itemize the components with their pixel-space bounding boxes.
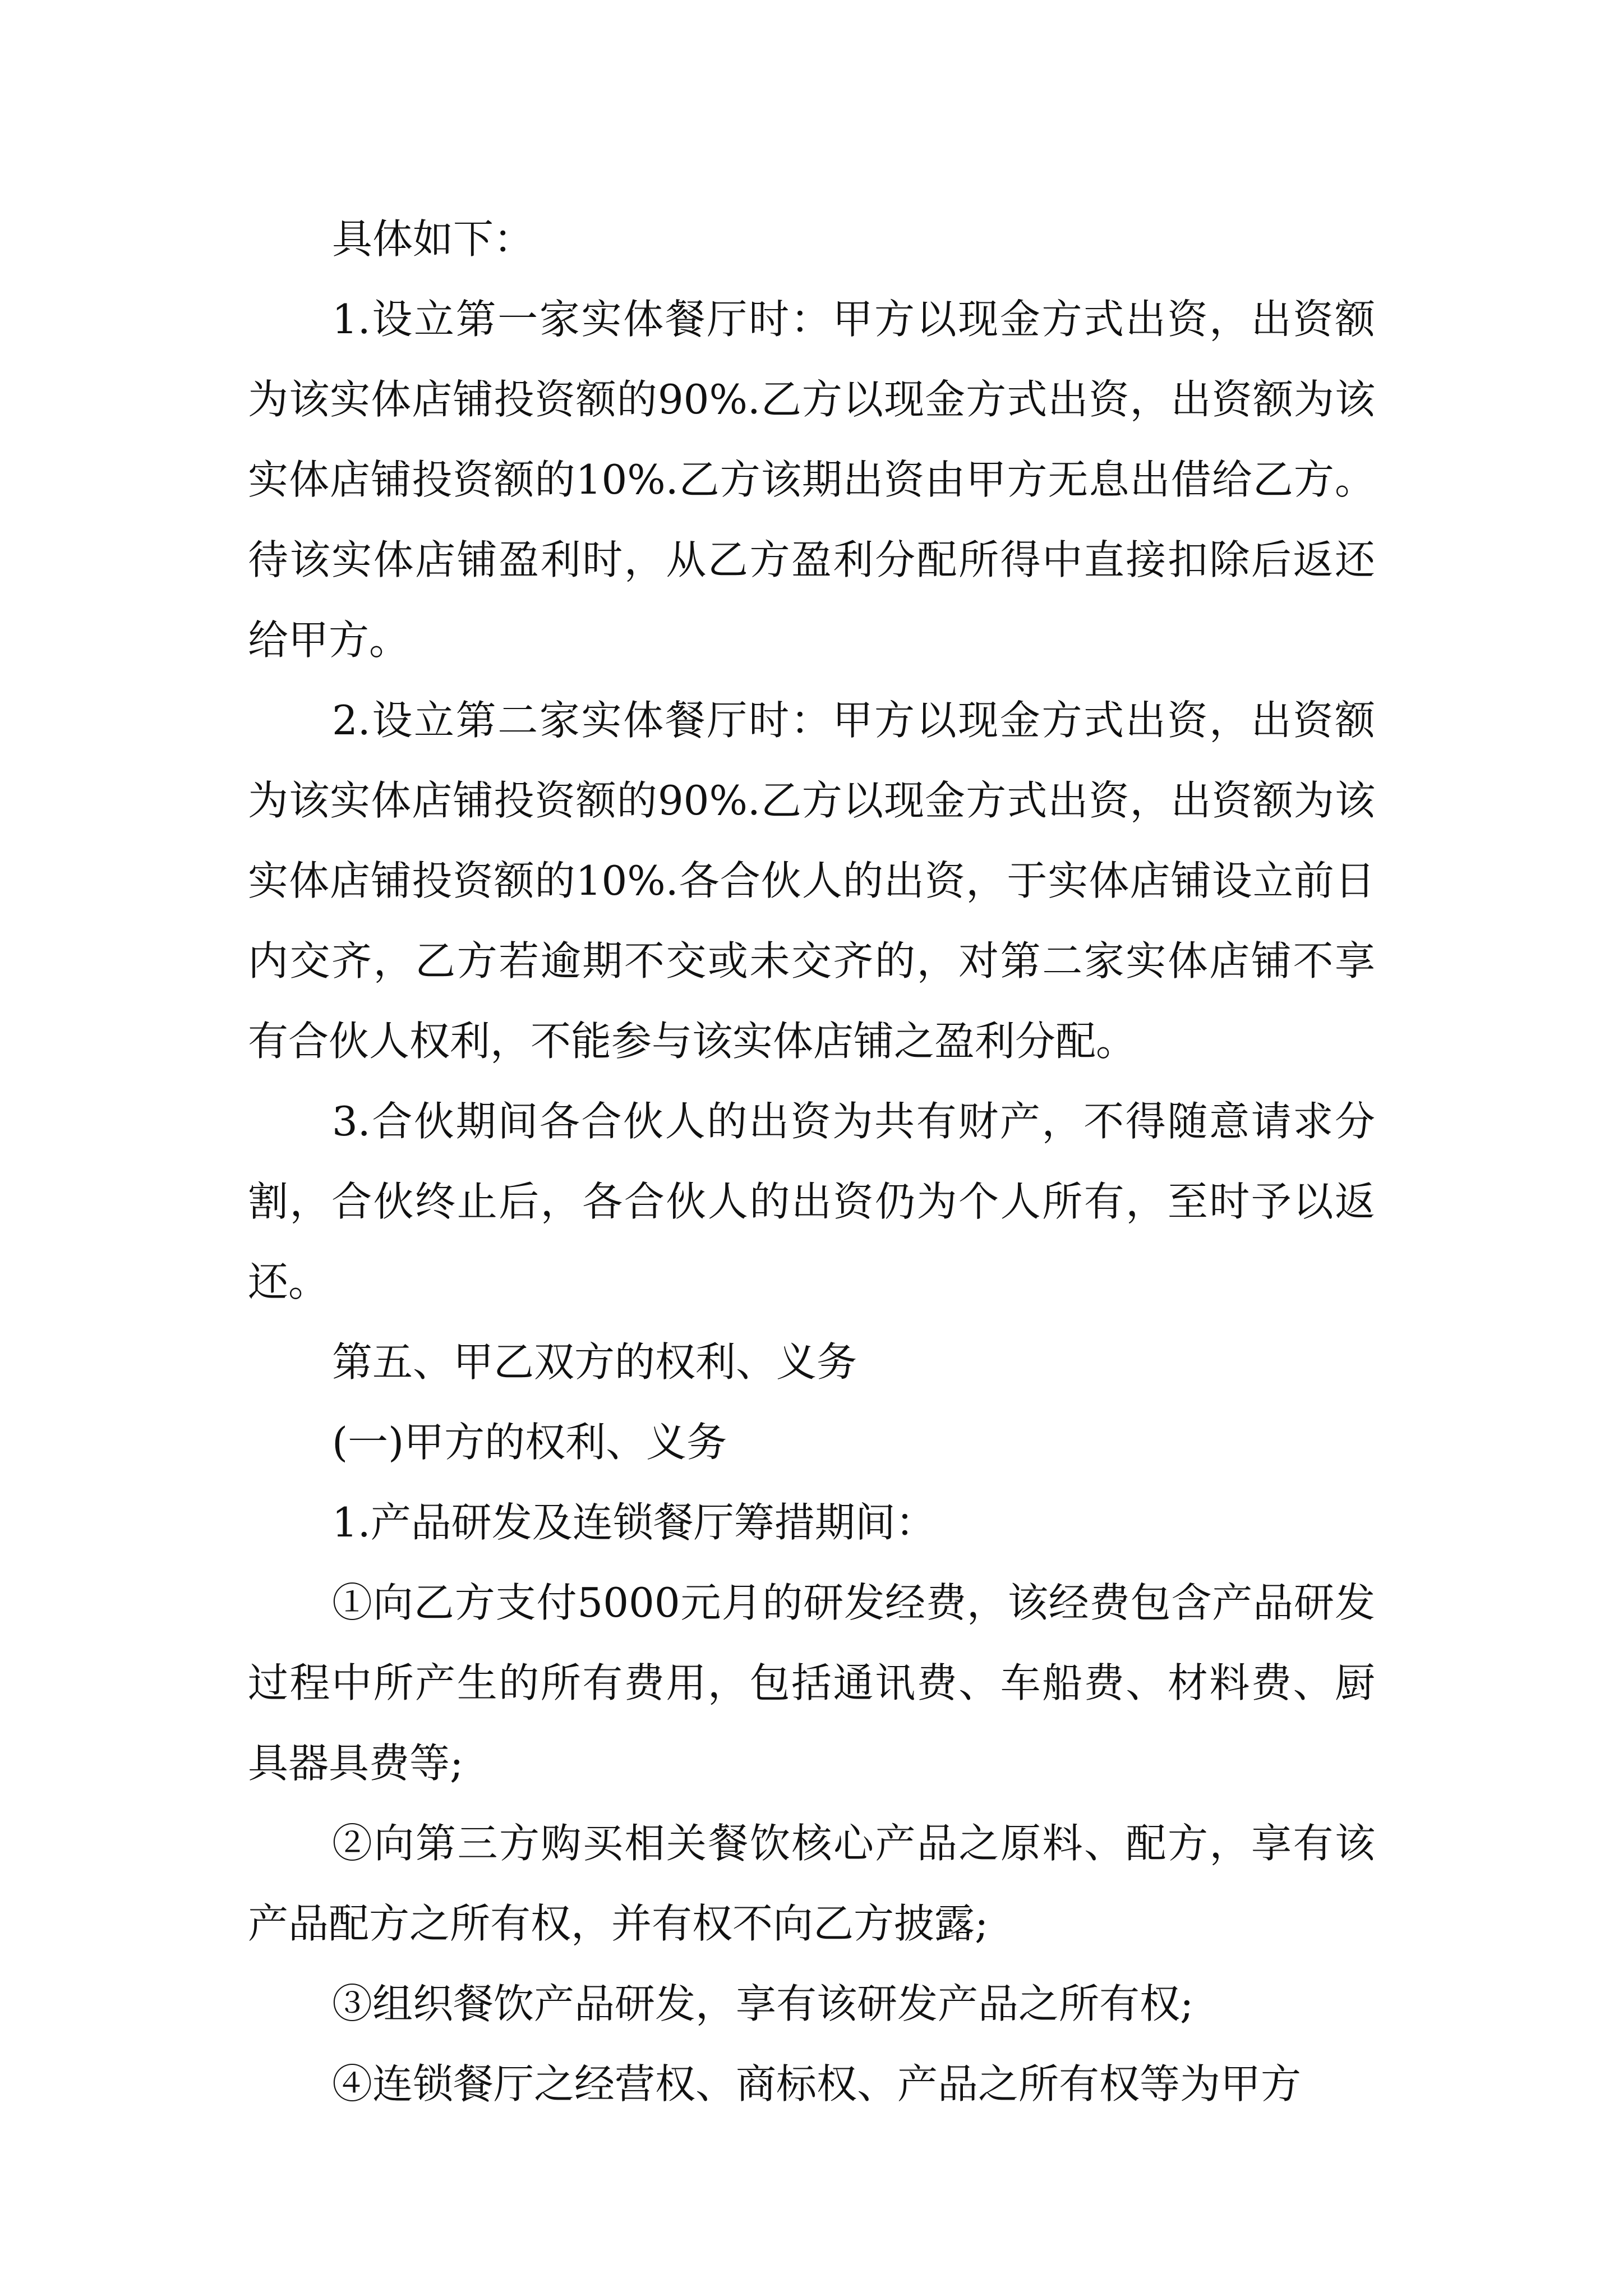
paragraph-item-3: 3.合伙期间各合伙人的出资为共有财产，不得随意请求分割，合伙终止后，各合伙人的出资仍为个人所有，至时予以返还。 bbox=[248, 1098, 1375, 1305]
paragraph-item-2: 2.设立第二家实体餐厅时：甲方以现金方式出资，出资额为该实体店铺投资额的90%.乙方以现金方式出资，出资额为该实体店铺投资额的10%.各合伙人的出资，于实体店铺设立前日内交齐，乙方若逾期不交或未交齐的，对第二家实体店铺不享有合伙人权利，不能参与该实体店铺之盈利分配。 bbox=[248, 697, 1375, 1065]
section-heading-fifth: 第五、甲乙双方的权利、义务 bbox=[332, 1338, 857, 1386]
subsection-heading-party-a: (一)甲方的权利、义务 bbox=[332, 1419, 727, 1466]
paragraph-rd-period: 1.产品研发及连锁餐厅筹措期间： bbox=[332, 1499, 936, 1546]
document-body bbox=[248, 199, 1375, 2124]
list-item-circled-3: ③组织餐饮产品研发，享有该研发产品之所有权; bbox=[332, 1980, 1194, 2027]
list-item-circled-1: ①向乙方支付5000元月的研发经费，该经费包含产品研发过程中所产生的所有费用，包括通讯费、车船费、材料费、厨具器具费等; bbox=[248, 1579, 1375, 1787]
list-item-circled-2: ②向第三方购买相关餐饮核心产品之原料、配方，享有该产品配方之所有权，并有权不向乙方披露; bbox=[248, 1820, 1375, 1947]
paragraph-item-1: 1.设立第一家实体餐厅时：甲方以现金方式出资，出资额为该实体店铺投资额的90%.乙方以现金方式出资，出资额为该实体店铺投资额的10%.乙方该期出资由甲方无息出借给乙方。待该实体店铺盈利时，从乙方盈利分配所得中直接扣除后返还给甲方。 bbox=[248, 296, 1375, 664]
paragraph-intro: 具体如下： bbox=[332, 215, 534, 263]
list-item-circled-4: ④连锁餐厅之经营权、商标权、产品之所有权等为甲方 bbox=[332, 2060, 1302, 2108]
